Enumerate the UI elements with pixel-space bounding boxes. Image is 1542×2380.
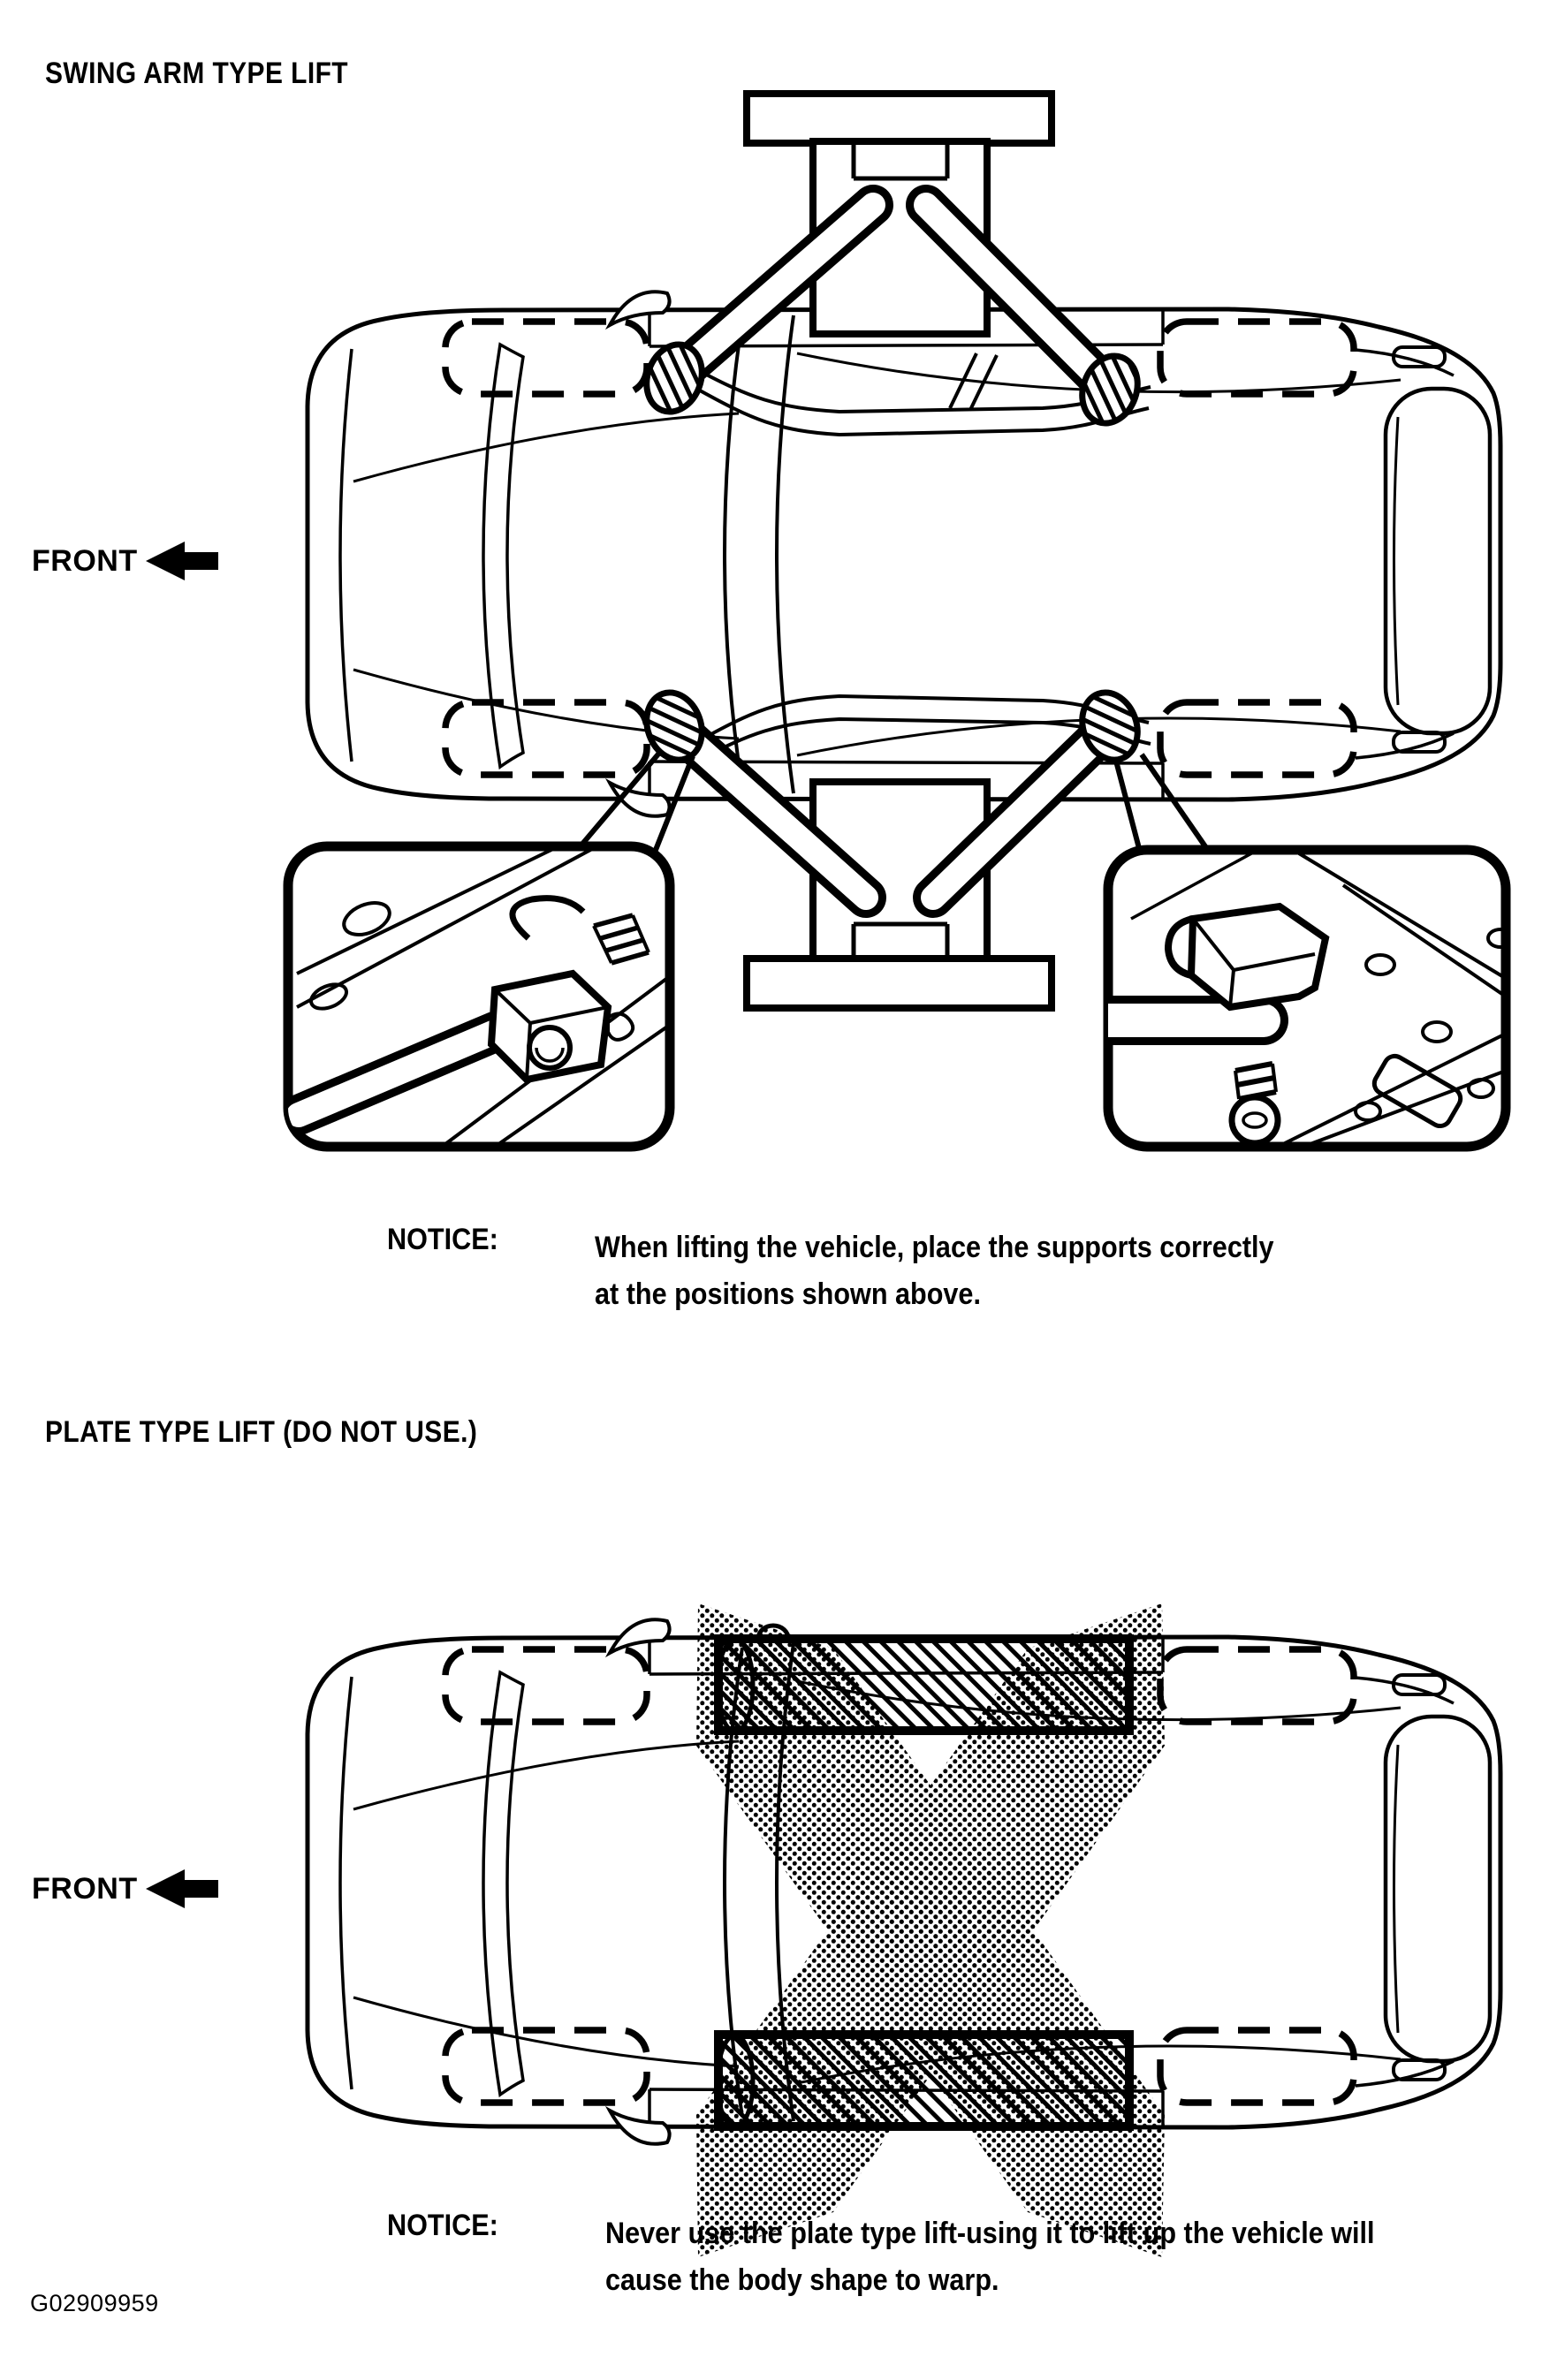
swing-notice-text	[595, 1224, 1274, 1318]
front-indicator-plate	[32, 1867, 220, 1911]
front-support-detail-callout	[288, 846, 670, 1147]
swing-notice-line-1: When lifting the vehicle, place the supports correctly	[595, 1231, 1274, 1264]
plate-notice-line-1: Never use the plate type lift-using it to lift up the vehicle will	[605, 2217, 1375, 2250]
front-indicator-swing	[32, 539, 220, 583]
swing-section-title: SWING ARM TYPE LIFT	[45, 57, 349, 90]
front-arrow-icon	[144, 1867, 220, 1911]
rear-support-detail-callout	[1105, 850, 1513, 1147]
plate-lift-diagram	[308, 1603, 1500, 2257]
front-label: FRONT	[32, 544, 138, 578]
swing-arm-lift-diagram	[288, 94, 1513, 1147]
swing-notice-label: NOTICE:	[387, 1223, 498, 1256]
plate-notice-line-2: cause the body shape to warp.	[605, 2263, 999, 2297]
chassis-rails	[696, 353, 1151, 762]
plate-notice-text	[605, 2210, 1375, 2304]
swing-notice-line-2: at the positions shown above.	[595, 1277, 981, 1311]
plate-notice-label: NOTICE:	[387, 2209, 498, 2242]
plate-section-title: PLATE TYPE LIFT (DO NOT USE.)	[45, 1415, 478, 1449]
figure-code: G02909959	[30, 2290, 159, 2316]
front-label: FRONT	[32, 1872, 138, 1906]
front-arrow-icon	[144, 539, 220, 583]
